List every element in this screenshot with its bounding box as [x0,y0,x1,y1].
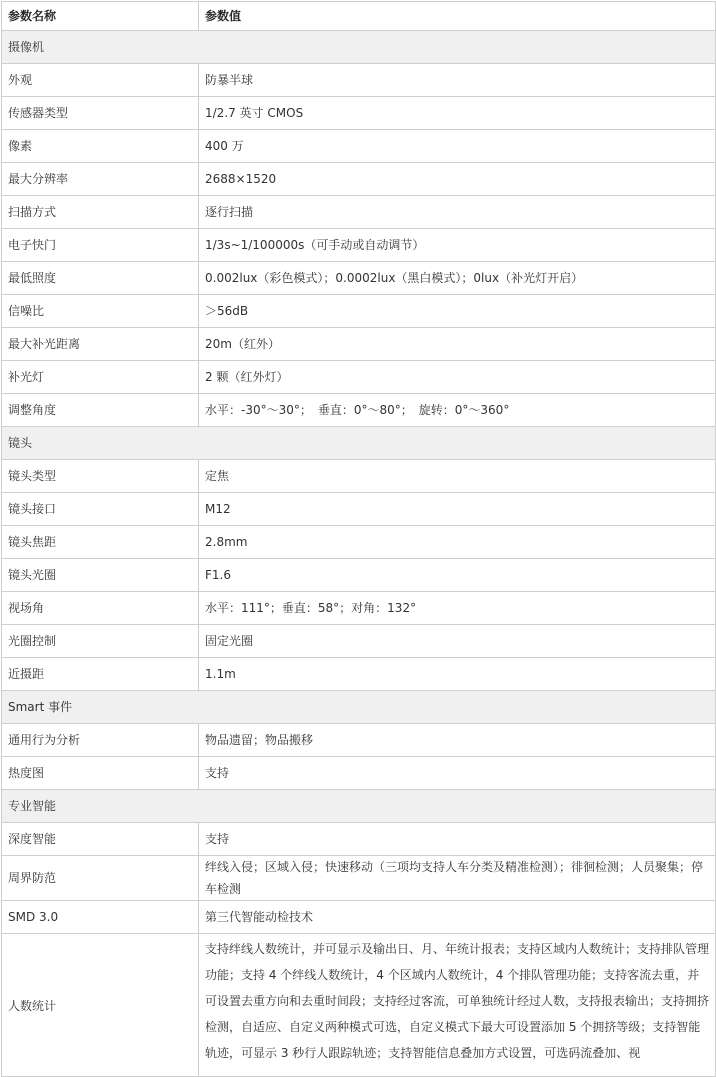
param-value: 支持 [199,757,716,790]
param-name: 最大补光距离 [2,328,199,361]
param-name: 镜头光圈 [2,559,199,592]
param-value: 2688×1520 [199,163,716,196]
param-name: 镜头类型 [2,460,199,493]
section-title: 镜头 [2,427,716,460]
table-row [2,97,716,130]
section-row-camera [2,31,716,64]
param-name: 扫描方式 [2,196,199,229]
param-value: 2.8mm [199,526,716,559]
spec-table [1,1,716,1077]
section-title: 摄像机 [2,31,716,64]
param-name: 镜头焦距 [2,526,199,559]
table-row [2,526,716,559]
param-value: 支持绊线人数统计，并可显示及输出日、月、年统计报表；支持区域内人数统计；支持排队管理功能；支持 4 个绊线人数统计，4 个区域内人数统计，4 个排队管理功能；支持客流去重，并可设置去重方向和去重时间段；支持经过客流，可单独统计经过人数，支持报表输出；支持拥挤检测，自适应、自定义两种模式可选，自定义模式下最大可设置添加 5 个拥挤等级；支持智能轨迹，可显示 3 秒行人跟踪轨迹；支持智能信息叠加方式设置，可选码流叠加、视 [199,934,716,1077]
param-value: F1.6 [199,559,716,592]
param-name: 传感器类型 [2,97,199,130]
table-row [2,328,716,361]
param-name: 热度图 [2,757,199,790]
param-value: 固定光圈 [199,625,716,658]
param-name: 最大分辨率 [2,163,199,196]
table-row [2,901,716,934]
param-value: 第三代智能动检技术 [199,901,716,934]
table-row [2,394,716,427]
table-row [2,361,716,394]
table-row [2,934,716,1077]
header-value: 参数值 [199,2,716,31]
section-title: Smart 事件 [2,691,716,724]
param-value: 定焦 [199,460,716,493]
param-name: 外观 [2,64,199,97]
table-row [2,295,716,328]
header-name: 参数名称 [2,2,199,31]
param-value: M12 [199,493,716,526]
param-value: 1/2.7 英寸 CMOS [199,97,716,130]
table-row [2,64,716,97]
param-value: 逐行扫描 [199,196,716,229]
param-value: 1/3s~1/100000s（可手动或自动调节） [199,229,716,262]
table-row [2,658,716,691]
param-value: 防暴半球 [199,64,716,97]
param-value: 20m（红外） [199,328,716,361]
table-row [2,196,716,229]
param-name: SMD 3.0 [2,901,199,934]
table-row [2,856,716,901]
param-value: 绊线入侵；区域入侵；快速移动（三项均支持人车分类及精准检测）；徘徊检测；人员聚集；停车检测 [199,856,716,901]
param-value: 0.002lux（彩色模式）；0.0002lux（黑白模式）；0lux（补光灯开启） [199,262,716,295]
param-name: 深度智能 [2,823,199,856]
param-name: 像素 [2,130,199,163]
param-name: 通用行为分析 [2,724,199,757]
section-row-pro-intelligence [2,790,716,823]
section-row-smart-events [2,691,716,724]
table-header-row [2,2,716,31]
param-name: 调整角度 [2,394,199,427]
section-row-lens [2,427,716,460]
param-name: 视场角 [2,592,199,625]
section-title: 专业智能 [2,790,716,823]
param-name: 近摄距 [2,658,199,691]
param-name: 镜头接口 [2,493,199,526]
param-value: ＞56dB [199,295,716,328]
table-row [2,262,716,295]
param-value: 水平：-30°～30°； 垂直：0°～80°； 旋转：0°～360° [199,394,716,427]
param-name: 补光灯 [2,361,199,394]
param-name: 电子快门 [2,229,199,262]
param-name: 人数统计 [2,934,199,1077]
table-row [2,493,716,526]
param-name: 光圈控制 [2,625,199,658]
table-row [2,130,716,163]
param-name: 周界防范 [2,856,199,901]
param-value: 物品遗留；物品搬移 [199,724,716,757]
table-row [2,757,716,790]
param-name: 信噪比 [2,295,199,328]
table-row [2,460,716,493]
param-value: 支持 [199,823,716,856]
param-value: 水平：111°；垂直：58°；对角：132° [199,592,716,625]
table-row [2,592,716,625]
table-row [2,625,716,658]
table-row [2,163,716,196]
param-value: 1.1m [199,658,716,691]
param-name: 最低照度 [2,262,199,295]
table-row [2,823,716,856]
table-row [2,229,716,262]
table-row [2,559,716,592]
param-value: 400 万 [199,130,716,163]
param-value: 2 颗（红外灯） [199,361,716,394]
table-row [2,724,716,757]
